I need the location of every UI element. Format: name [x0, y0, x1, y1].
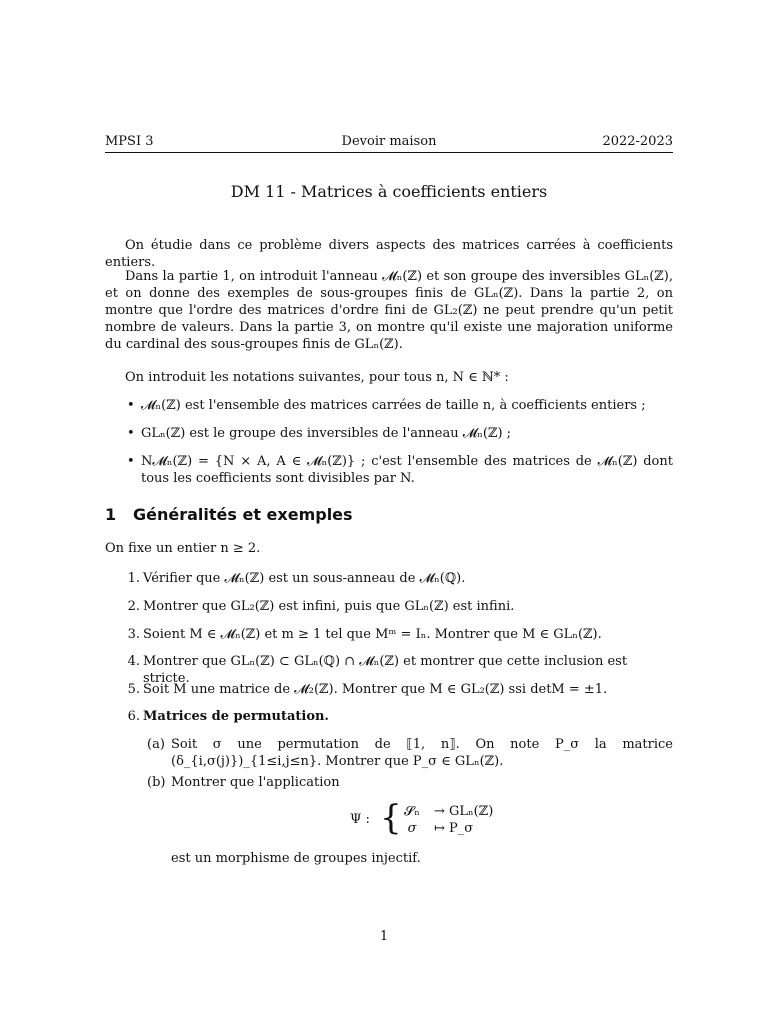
question-number: 6. — [127, 709, 140, 724]
notation-1: 𝓜ₙ(ℤ) est l'ensemble des matrices carrées de taille n, à coefficients entiers ; — [141, 398, 646, 413]
question-number: 5. — [127, 682, 140, 697]
intro-paragraph-2: Dans la partie 1, on introduit l'anneau 𝓜ₙ(ℤ) et son groupe des inversibles GLₙ(ℤ), et on donne des exemples de sous-groupes finis de GLₙ(ℤ). Dans la partie 2, on montre que l'ordre des matrices d'ordre fini de GL₂(ℤ) ne peut prendre qu'un petit nombre de valeurs. Dans la partie 3, on montre qu'il existe une majoration uniforme du cardinal des sous-groupes finis de GLₙ(ℤ). — [105, 269, 673, 352]
list-item — [105, 453, 673, 487]
question-text: Soient M ∈ 𝓜ₙ(ℤ) et m ≥ 1 tel que Mᵐ = Iₙ. Montrer que M ∈ GLₙ(ℤ). — [143, 627, 602, 642]
header-class: MPSI 3 — [105, 134, 154, 149]
notation-list — [105, 397, 673, 487]
question-number: 4. — [127, 654, 140, 669]
question-number: 3. — [127, 627, 140, 642]
bullet-icon: • — [127, 426, 135, 441]
intro-paragraph-1: On étudie dans ce problème divers aspects des matrices carrées à coefficients entiers. — [105, 238, 673, 270]
notation-3: N𝓜ₙ(ℤ) = {N × A, A ∈ 𝓜ₙ(ℤ)} ; c'est l'ensemble des matrices de 𝓜ₙ(ℤ) dont tous les coefficients sont divisibles par N. — [141, 454, 673, 486]
list-item — [105, 397, 673, 414]
question-text: Montrer que GLₙ(ℤ) ⊂ GLₙ(ℚ) ∩ 𝓜ₙ(ℤ) et montrer que cette inclusion est stricte. — [143, 654, 628, 686]
bullet-icon: • — [127, 454, 135, 469]
section-title: Généralités et exemples — [133, 505, 353, 524]
display-conclusion: est un morphisme de groupes injectif. — [171, 851, 421, 866]
image: ↦ P_σ — [434, 821, 474, 836]
element: σ — [407, 821, 417, 836]
subquestion-label: (b) — [147, 775, 166, 790]
page-header — [105, 133, 673, 151]
question-number: 1. — [127, 571, 140, 586]
section-heading — [105, 506, 353, 523]
bullet-icon: • — [127, 398, 135, 413]
page-number: 1 — [379, 929, 389, 944]
section-number: 1 — [105, 505, 117, 524]
notation-2: GLₙ(ℤ) est le groupe des inversibles de l'anneau 𝓜ₙ(ℤ) ; — [141, 426, 512, 441]
subquestion-text: Montrer que l'application — [171, 775, 340, 790]
question-text: Montrer que GL₂(ℤ) est infini, puis que GLₙ(ℤ) est infini. — [143, 599, 515, 614]
domain: 𝓢ₙ — [404, 804, 420, 819]
subquestion-text: Soit σ une permutation de ⟦1, n⟧. On note P_σ la matrice (δ_{i,σ(j)})_{1≤i,j≤n}. Montrer que P_σ ∈ GLₙ(ℤ). — [171, 737, 673, 769]
header-rule — [105, 152, 673, 153]
subquestion-label: (a) — [147, 737, 165, 752]
intro-paragraph-3: On introduit les notations suivantes, pour tous n, N ∈ ℕ* : — [125, 370, 509, 385]
morphism-display — [350, 798, 550, 838]
left-brace-icon: { — [380, 798, 402, 838]
question-text: Soit M une matrice de 𝓜₂(ℤ). Montrer que M ∈ GL₂(ℤ) ssi detM = ±1. — [143, 682, 608, 697]
question-text: Vérifier que 𝓜ₙ(ℤ) est un sous-anneau de 𝓜ₙ(ℚ). — [143, 571, 466, 586]
map-name: Ψ : — [350, 812, 370, 827]
codomain: → GLₙ(ℤ) — [434, 804, 494, 819]
fix-statement: On fixe un entier n ≥ 2. — [105, 541, 261, 556]
question-number: 2. — [127, 599, 140, 614]
document-title: DM 11 - Matrices à coefficients entiers — [230, 182, 548, 201]
question-heading: Matrices de permutation. — [143, 709, 329, 724]
header-year: 2022-2023 — [602, 134, 673, 149]
header-doc-type: Devoir maison — [341, 134, 437, 149]
list-item — [105, 425, 673, 442]
